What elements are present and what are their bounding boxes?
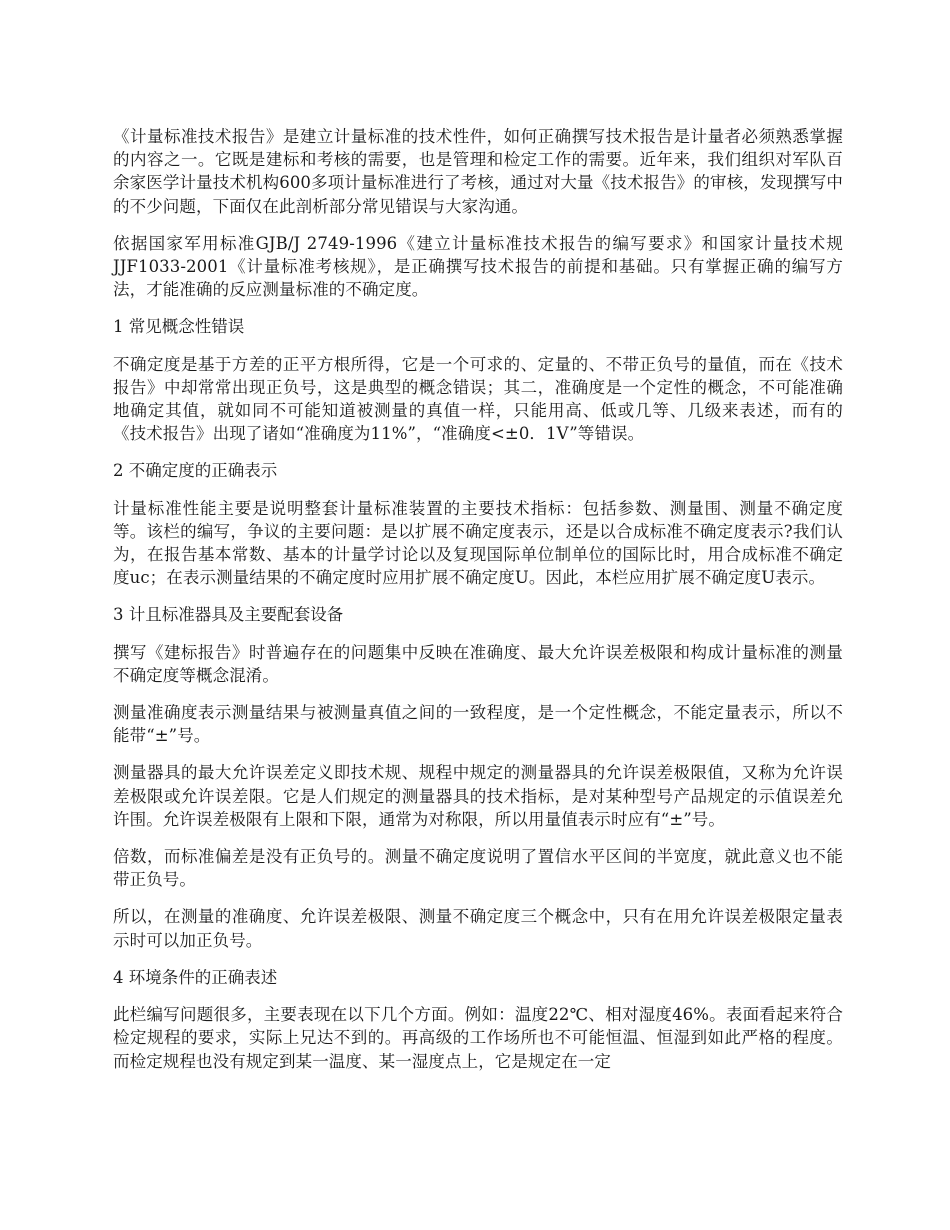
intro-paragraph: 《计量标准技术报告》是建立计量标准的技术性件，如何正确撰写技术报告是计量者必须熟悉掌握的内容之一。它既是建标和考核的需要，也是管理和检定工作的需要。近年来，我们组织对军队百余家医学计量技术机构600多项计量标准进行了考核，通过对大量《技术报告》的审核，发现撰写中的不少问题，下面仅在此剖析部分常见错误与大家沟通。 <box>113 127 843 216</box>
section-4-paragraph: 此栏编写问题很多，主要表现在以下几个方面。例如：温度22℃、相对湿度46%。表面看起来符合检定规程的要求，实际上兄达不到的。再高级的工作场所也不可能恒温、恒湿到如此严格的程度。而检定规程也没有规定到某一温度、某一湿度点上，它是规定在一定 <box>113 1005 843 1071</box>
section-heading-4: 4 环境条件的正确表述 <box>113 967 278 987</box>
section-3-paragraph-3: 测量器具的最大允许误差定义即技术规、规程中规定的测量器具的允许误差极限值，又称为允许误差极限或允许误差限。它是人们规定的测量器具的技术指标，是对某种型号产品规定的示值误差允许围。允许误差极限有上限和下限，通常为对称限，所以用量值表示时应有“±”号。 <box>113 763 843 829</box>
section-heading-1: 1 常见概念性错误 <box>113 317 245 337</box>
basis-paragraph: 依据国家军用标准GJB/J 2749-1996《建立计量标准技术报告的编写要求》和国家计量技术规JJF1033-2001《计量标准考核规》，是正确撰写技术报告的前提和基础。只有掌握正确的编写方法，才能准确的反应测量标准的不确定度。 <box>113 233 843 300</box>
document-body <box>113 125 843 1087</box>
section-2-paragraph: 计量标准性能主要是说明整套计量标准装置的主要技术指标：包括参数、测量围、测量不确定度等。该栏的编写，争议的主要问题：是以扩展不确定度表示，还是以合成标准不确定度表示?我们认为，在报告基本常数、基本的计量学讨论以及复现国际单位制单位的国际比时，用合成标准不确定度uc；在表示测量结果的不确定度时应用扩展不确定度U。因此，本栏应用扩展不确定度U表示。 <box>113 498 843 588</box>
section-3-paragraph-1: 撰写《建标报告》时普遍存在的问题集中反映在准确度、最大允许误差极限和构成计量标准的测量不确定度等概念混淆。 <box>113 642 843 685</box>
section-1-paragraph: 不确定度是基于方差的正平方根所得，它是一个可求的、定量的、不带正负号的量值，而在《技术报告》中却常常出现正负号，这是典型的概念错误；其二，准确度是一个定性的概念，不可能准确地确定其值，就如同不可能知道被测量的真值一样，只能用高、低或几等、几级来表述，而有的《技术报告》出现了诸如“准确度为11%”，“准确度<±0．1V”等错误。 <box>113 354 843 444</box>
section-3-paragraph-5: 所以，在测量的准确度、允许误差极限、测量不确定度三个概念中，只有在用允许误差极限定量表示时可以加正负号。 <box>113 907 843 950</box>
section-heading-2: 2 不确定度的正确表示 <box>113 461 278 481</box>
section-heading-3: 3 计且标准器具及主要配套设备 <box>113 605 344 625</box>
section-3-paragraph-2: 测量准确度表示测量结果与被测量真值之间的一致程度，是一个定性概念，不能定量表示，所以不能带“±”号。 <box>113 703 843 746</box>
section-3-paragraph-4: 倍数，而标准偏差是没有正负号的。测量不确定度说明了置信水平区间的半宽度，就此意义也不能带正负号。 <box>113 847 843 890</box>
